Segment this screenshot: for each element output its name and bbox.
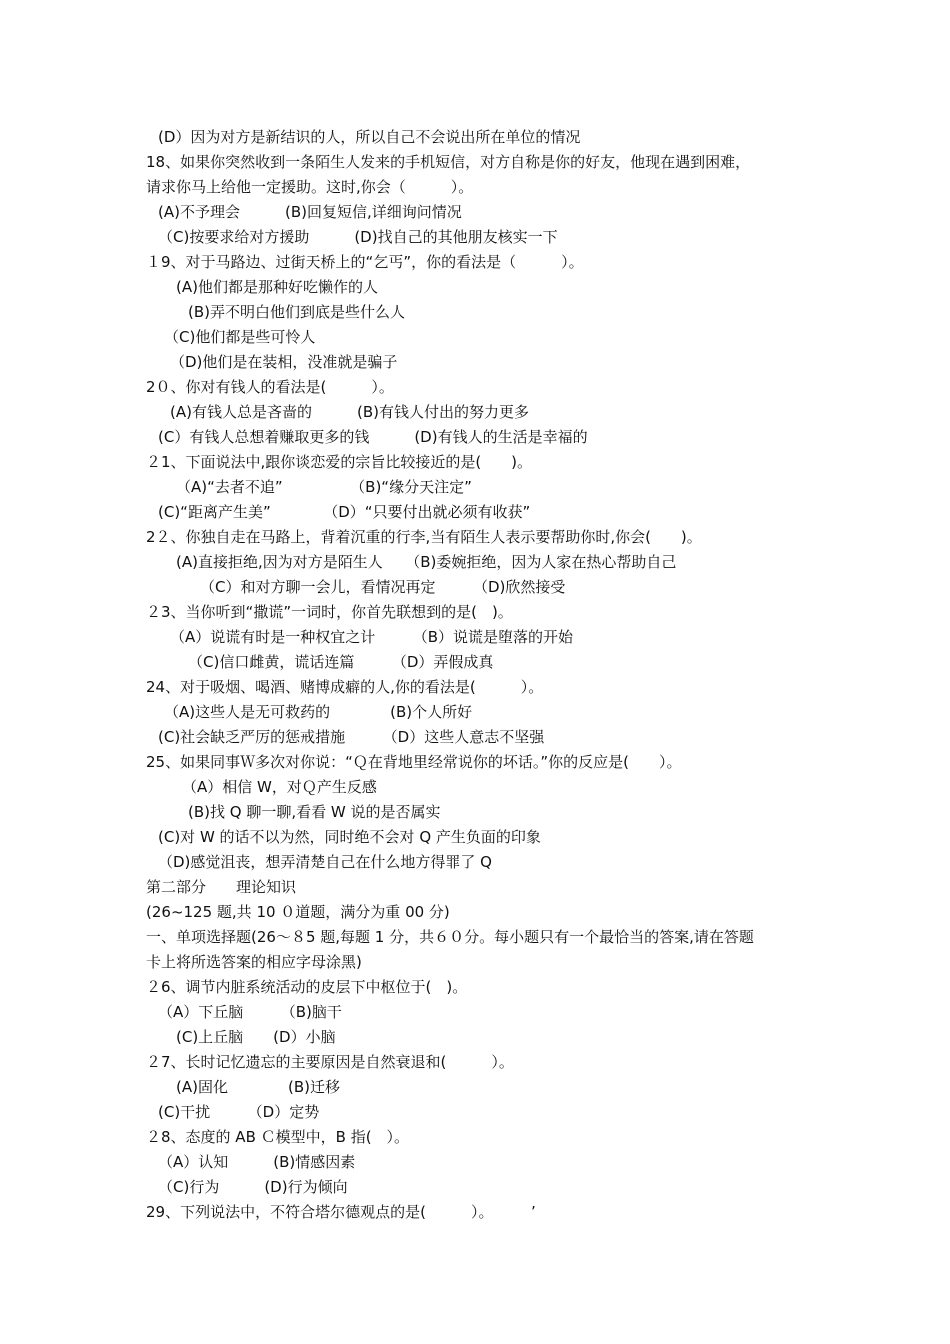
text-line-39: (A)固化 (B)迁移: [176, 1078, 340, 1096]
text-line-25: (C)社会缺乏严厉的惩戒措施 （D）这些人意志不坚强: [158, 728, 545, 746]
text-line-6: １9、对于马路边、过街天桥上的“乞丐”，你的看法是（ ）。: [146, 253, 584, 271]
text-line-22: （C)信口雌黄，谎话连篇 （D）弄假成真: [188, 653, 494, 671]
text-line-18: (A)直接拒绝,因为对方是陌生人 （B)委婉拒绝，因为人家在热心帮助自己: [176, 553, 677, 571]
text-line-33: 一、单项选择题(26～８5 题,每题 1 分，共６０分。每小题只有一个最恰当的答案,请在答题: [146, 928, 754, 946]
text-line-2: 18、如果你突然收到一条陌生人发来的手机短信，对方自称是你的好友，他现在遇到困难，: [146, 153, 751, 171]
text-line-17: 2２、你独自走在马路上，背着沉重的行李,当有陌生人表示要帮助你时,你会( )。: [146, 528, 702, 546]
text-line-3: 请求你马上给他一定援助。这时,你会（ ）。: [146, 178, 474, 196]
text-line-36: （A）下丘脑 （B)脑干: [158, 1003, 342, 1021]
text-line-13: (C）有钱人总想着赚取更多的钱 (D)有钱人的生活是幸福的: [158, 428, 588, 446]
text-line-1: (D）因为对方是新结识的人，所以自己不会说出所在单位的情况: [158, 128, 581, 146]
text-line-40: (C)干扰 （D）定势: [158, 1103, 320, 1121]
text-line-44: 29、下列说法中，不符合塔尔德观点的是( ）。 ’: [146, 1203, 536, 1221]
text-line-14: ２1、下面说法中,跟你谈恋爱的宗旨比较接近的是( )。: [146, 453, 533, 471]
text-line-42: （A）认知 (B)情感因素: [158, 1153, 356, 1171]
text-line-4: (A)不予理会 (B)回复短信,详细询问情况: [158, 203, 462, 221]
section-heading: 第二部分 理论知识: [146, 878, 297, 896]
text-line-24: （A)这些人是无可救药的 (B)个人所好: [164, 703, 473, 721]
text-line-32: (26~125 题,共 10 ０道题，满分为重 00 分): [146, 903, 450, 921]
text-line-28: (B)找 Q 聊一聊,看看 W 说的是否属实: [188, 803, 441, 821]
text-line-27: （A）相信 W，对Ｑ产生反感: [182, 778, 377, 796]
text-line-41: ２8、态度的 AB Ｃ模型中，B 指( ）。: [146, 1128, 410, 1146]
text-line-34: 卡上将所选答案的相应字母涂黑): [146, 953, 362, 971]
text-line-30: （D)感觉沮丧，想弄清楚自己在什么地方得罪了 Q: [158, 853, 492, 871]
text-line-37: (C)上丘脑 (D）小脑: [176, 1028, 336, 1046]
text-line-23: 24、对于吸烟、喝酒、赌博成癖的人,你的看法是( ）。: [146, 678, 544, 696]
text-line-29: (C)对 W 的话不以为然，同时绝不会对 Q 产生负面的印象: [158, 828, 541, 846]
text-line-5: （C)按要求给对方援助 (D)找自己的其他朋友核实一下: [158, 228, 558, 246]
text-line-19: （C）和对方聊一会儿，看情况再定 （D)欣然接受: [200, 578, 566, 596]
text-line-9: （C)他们都是些可怜人: [164, 328, 316, 346]
text-line-8: (B)弄不明白他们到底是些什么人: [188, 303, 405, 321]
text-line-11: 2０、你对有钱人的看法是( ）。: [146, 378, 394, 396]
text-line-16: (C)“距离产生美” （D）“只要付出就必须有收获”: [158, 503, 531, 521]
text-line-20: ２3、当你听到“撒谎”一词时，你首先联想到的是( )。: [146, 603, 513, 621]
text-line-43: （C)行为 (D)行为倾向: [158, 1178, 348, 1196]
text-line-21: （A）说谎有时是一种权宜之计 （B）说谎是堕落的开始: [170, 628, 574, 646]
text-line-26: 25、如果同事Ｗ多次对你说：“Ｑ在背地里经常说你的坏话。”你的反应是( ）。: [146, 753, 682, 771]
text-line-12: (A)有钱人总是吝啬的 (B)有钱人付出的努力更多: [170, 403, 529, 421]
text-line-10: （D)他们是在装相，没准就是骗子: [170, 353, 398, 371]
text-line-15: （A)“去者不追” （B)“缘分天注定”: [176, 478, 472, 496]
text-line-38: ２7、长时记忆遗忘的主要原因是自然衰退和( ）。: [146, 1053, 514, 1071]
text-line-35: ２6、调节内脏系统活动的皮层下中枢位于( )。: [146, 978, 468, 996]
text-line-7: (A)他们都是那种好吃懒作的人: [176, 278, 378, 296]
